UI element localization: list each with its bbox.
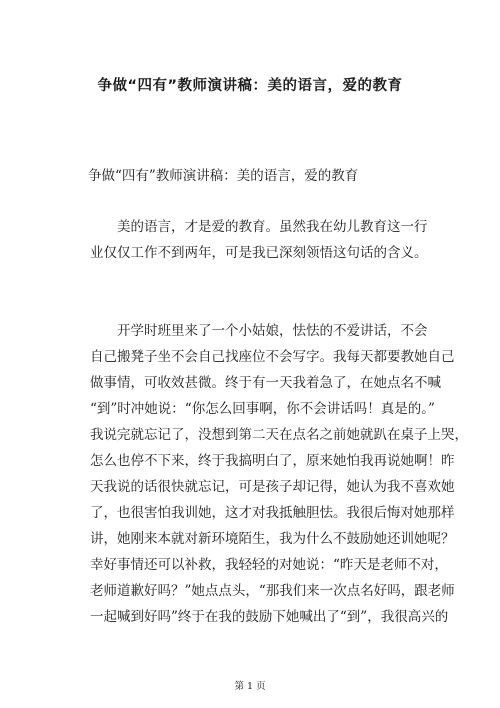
paragraph-line: 业仅仅工作不到两年，可是我已深刻领悟这句话的含义。 <box>90 245 428 261</box>
paragraph-line: 讲，她刚来本就对新环境陌生，我为什么不鼓励她还训她呢？ <box>90 531 455 547</box>
paragraph-line: “到”时冲她说：“你怎么回事啊，你不会讲话吗！真是的。” <box>90 401 435 417</box>
paragraph-line: 自己搬凳子坐不会自己找座位不会写字。我每天都要教她自己 <box>90 349 455 365</box>
document-subtitle: 争做“四有”教师演讲稿：美的语言，爱的教育 <box>88 168 359 184</box>
paragraph-line: 做事情，可收效甚微。终于有一天我着急了，在她点名不喊 <box>90 375 441 391</box>
paragraph-line: 一起喊到好吗”终于在我的鼓励下她喊出了“到”，我很高兴的 <box>90 609 449 625</box>
paragraph-line: 开学时班里来了一个小姑娘，怯怯的不爱讲话，不会 <box>90 323 428 339</box>
paragraph-line: 天我说的话很快就忘记，可是孩子却记得，她认为我不喜欢她 <box>90 479 455 495</box>
paragraph-line: 美的语言，才是爱的教育。虽然我在幼儿教育这一行 <box>90 219 428 235</box>
paragraph-2 <box>90 318 468 630</box>
paragraph-line: 怎么也停不下来，终于我搞明白了，原来她怕我再说她啊！昨 <box>90 453 455 469</box>
paragraph-line: 老师道歉好吗？”她点点头，“那我们来一次点名好吗，跟老师 <box>90 583 455 599</box>
page-number: 第 1 页 <box>234 681 266 692</box>
paragraph-line: 我说完就忘记了，没想到第二天在点名之前她就趴在桌子上哭， <box>90 427 468 443</box>
paragraph-1 <box>90 214 430 266</box>
document-title: 争做“四有”教师演讲稿：美的语言，爱的教育 <box>97 78 403 94</box>
paragraph-line: 幸好事情还可以补救，我轻轻的对她说：“昨天是老师不对， <box>90 557 448 573</box>
paragraph-line: 了，也很害怕我训她，这才对我抵触胆怯。我很后悔对她那样 <box>90 505 455 521</box>
